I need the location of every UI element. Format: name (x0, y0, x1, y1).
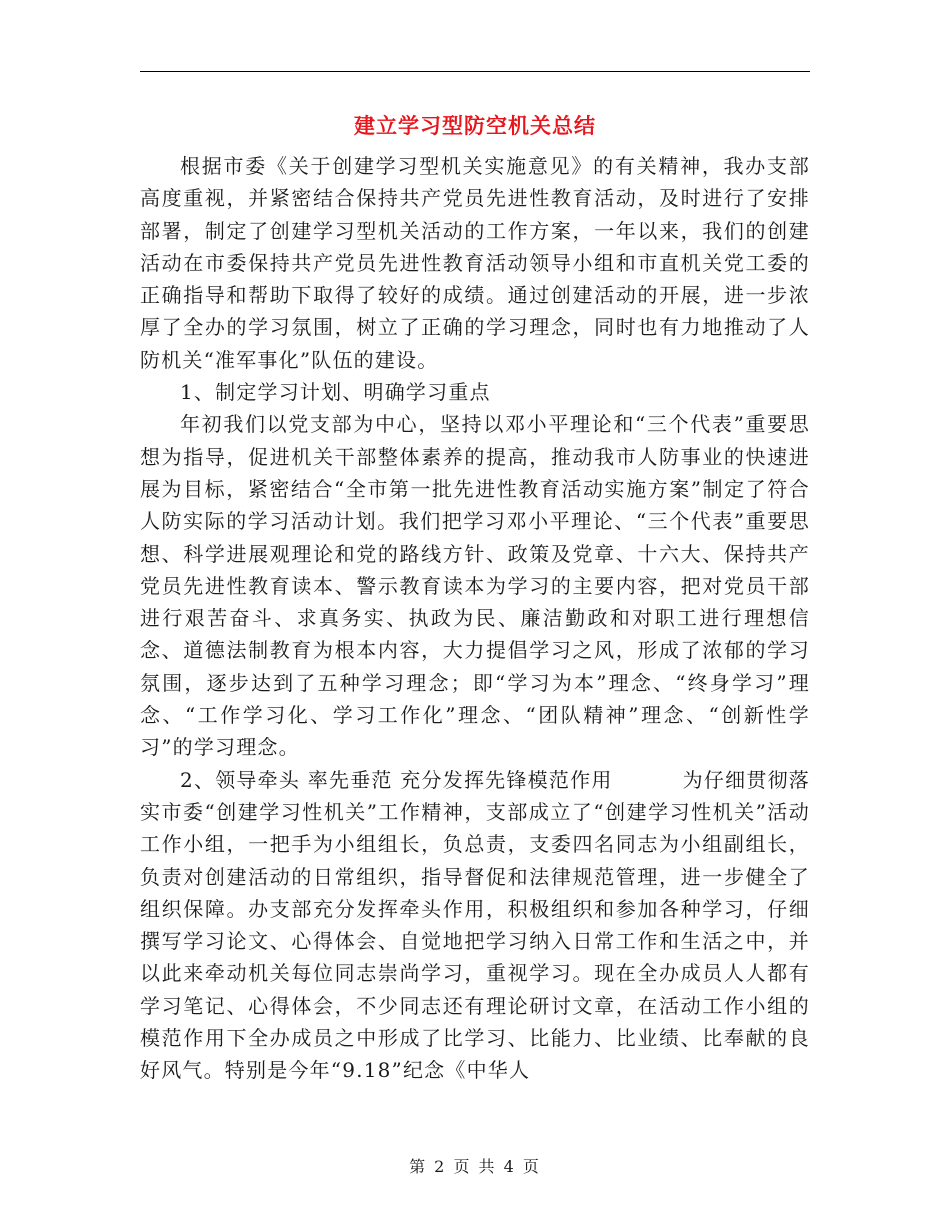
header-rule (140, 71, 810, 72)
document-body (140, 150, 810, 1087)
section-heading-1: 1、制定学习计划、明确学习重点 (180, 380, 491, 405)
paragraph-section-2 (140, 764, 810, 1087)
paragraph-intro: 根据市委《关于创建学习型机关实施意见》的有关精神，我办支部高度重视，并紧密结合保持共产党员先进性教育活动，及时进行了安排部署，制定了创建学习型机关活动的工作方案，一年以来，我们的创建活动在市委保持共产党员先进性教育活动领导小组和市直机关党工委的正确指导和帮助下取得了较好的成绩。通过创建活动的开展，进一步浓厚了全办的学习氛围，树立了正确的学习理念，同时也有力地推动了人防机关“准军事化”队伍的建设。 (140, 154, 810, 372)
section-heading-2: 2、领导牵头 率先垂范 充分发挥先锋模范作用 (180, 767, 613, 792)
document-title: 建立学习型防空机关总结 (354, 114, 596, 138)
paragraph-section-1: 年初我们以党支部为中心，坚持以邓小平理论和“三个代表”重要思想为指导，促进机关干部整体素养的提高，推动我市人防事业的快速进展为目标，紧密结合“全市第一批先进性教育活动实施方案”制定了符合人防实际的学习活动计划。我们把学习邓小平理论、“三个代表”重要思想、科学进展观理论和党的路线方针、政策及党章、十六大、保持共产党员先进性教育读本、警示教育读本为学习的主要内容，把对党员干部进行艰苦奋斗、求真务实、执政为民、廉洁勤政和对职工进行理想信念、道德法制教育为根本内容，大力提倡学习之风，形成了浓郁的学习氛围，逐步达到了五种学习理念；即“学习为本”理念、“终身学习”理念、“工作学习化、学习工作化”理念、“团队精神”理念、“创新性学习”的学习理念。 (140, 412, 810, 760)
page-footer: 第 2 页 共 4 页 (409, 1157, 541, 1176)
paragraph-section-2-text: 为仔细贯彻落实市委“创建学习性机关”工作精神，支部成立了“创建学习性机关”活动工作小组，一把手为小组组长，负总责，支委四名同志为小组副组长，负责对创建活动的日常组织，指导督促和法律规范管理，进一步健全了组织保障。办支部充分发挥牵头作用，积极组织和参加各种学习，仔细撰写学习论文、心得体会、自觉地把学习纳入日常工作和生活之中，并以此来牵动机关每位同志崇尚学习，重视学习。现在全办成员人人都有学习笔记、心得体会，不少同志还有理论研讨文章，在活动工作小组的模范作用下全办成员之中形成了比学习、比能力、比业绩、比奉献的良好风气。特别是今年“9.18”纪念《中华人 (140, 767, 810, 1083)
